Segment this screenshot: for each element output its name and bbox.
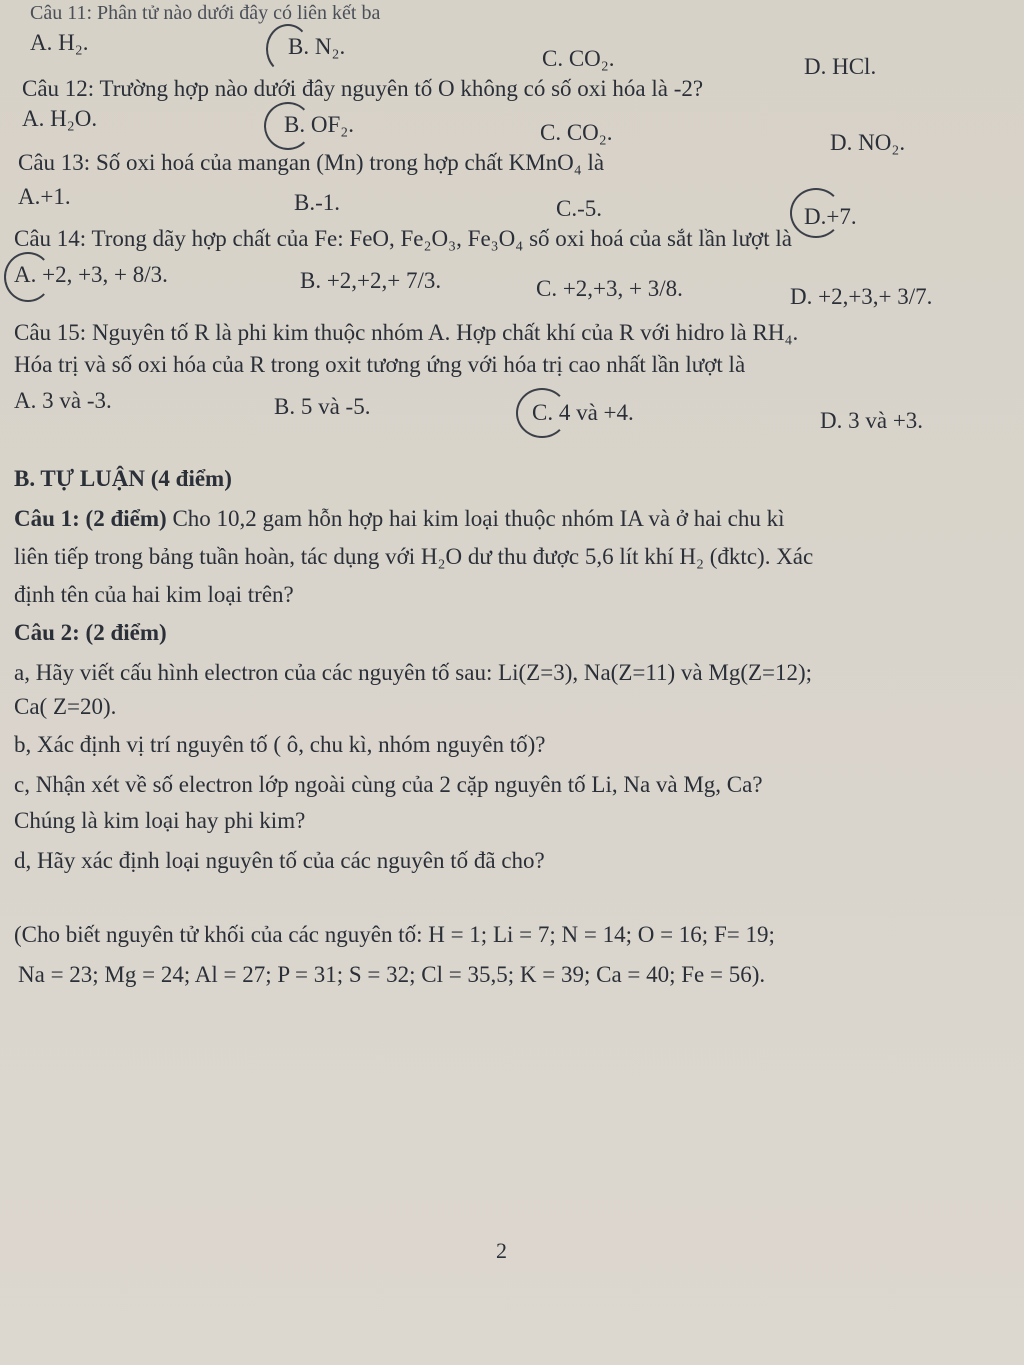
q11-option-d: D. HCl. bbox=[804, 54, 877, 79]
q14-option-b: B. +2,+2,+ 7/3. bbox=[300, 268, 442, 293]
q13-option-c: C.-5. bbox=[556, 196, 602, 221]
essay-q2-b: b, Xác định vị trí nguyên tố ( ô, chu kì, nhóm nguyên tố)? bbox=[14, 732, 546, 757]
q11-stem: Câu 11: Phân tử nào dưới đây có liên kết ba bbox=[30, 2, 381, 24]
q13-option-d: D.+7. bbox=[804, 204, 857, 229]
q13-stem: Câu 13: Số oxi hoá của mangan (Mn) trong hợp chất KMnO₄ là bbox=[18, 150, 605, 175]
q15-option-d: D. 3 và +3. bbox=[820, 408, 924, 433]
essay-q1-line2: liên tiếp trong bảng tuần hoàn, tác dụng với H₂O dư thu được 5,6 lít khí H₂ (đktc). Xác bbox=[14, 544, 814, 569]
q15-stem-line1: Câu 15: Nguyên tố R là phi kim thuộc nhóm A. Hợp chất khí của R với hidro là RH₄. bbox=[14, 320, 799, 345]
q15-stem-line2: Hóa trị và số oxi hóa của R trong oxit tương ứng với hóa trị cao nhất lần lượt là bbox=[14, 352, 746, 377]
essay-q2-a-line2: Ca( Z=20). bbox=[14, 694, 117, 719]
q12-option-b: B. OF₂. bbox=[284, 112, 355, 137]
q15-option-a: A. 3 và -3. bbox=[14, 388, 112, 413]
q15-option-c: C. 4 và +4. bbox=[532, 400, 634, 425]
q12-option-d: D. NO₂. bbox=[830, 130, 906, 155]
q11-option-b: B. N₂. bbox=[288, 34, 346, 59]
essay-q1-text1: Cho 10,2 gam hỗn hợp hai kim loại thuộc nhóm IA và ở hai chu kì bbox=[172, 506, 785, 531]
q15-option-b: B. 5 và -5. bbox=[274, 394, 371, 419]
atomic-mass-note-line2: Na = 23; Mg = 24; Al = 27; P = 31; S = 32; Cl = 35,5; K = 39; Ca = 40; Fe = 56). bbox=[18, 962, 766, 987]
q12-option-c: C. CO₂. bbox=[540, 120, 613, 145]
q14-option-a: A. +2, +3, + 8/3. bbox=[14, 262, 168, 287]
essay-q2-c-line2: Chúng là kim loại hay phi kim? bbox=[14, 808, 306, 833]
atomic-mass-note-line1: (Cho biết nguyên tử khối của các nguyên tố: H = 1; Li = 7; N = 14; O = 16; F= 19; bbox=[14, 922, 775, 947]
essay-q1-label: Câu 1: (2 điểm) bbox=[14, 506, 167, 531]
page-number: 2 bbox=[496, 1238, 507, 1263]
q13-option-a: A.+1. bbox=[18, 184, 71, 209]
essay-q2-c-line1: c, Nhận xét về số electron lớp ngoài cùng của 2 cặp nguyên tố Li, Na và Mg, Ca? bbox=[14, 772, 763, 797]
q14-option-d: D. +2,+3,+ 3/7. bbox=[790, 284, 933, 309]
essay-q1-line3: định tên của hai kim loại trên? bbox=[14, 582, 294, 607]
essay-q1-line1 bbox=[14, 506, 784, 532]
q11-option-a: A. H₂. bbox=[30, 30, 89, 55]
q11-option-c: C. CO₂. bbox=[542, 46, 615, 71]
essay-q2-a-line1: a, Hãy viết cấu hình electron của các nguyên tố sau: Li(Z=3), Na(Z=11) và Mg(Z=12); bbox=[14, 660, 813, 685]
q12-stem: Câu 12: Trường hợp nào dưới đây nguyên tố O không có số oxi hóa là -2? bbox=[22, 76, 704, 101]
q14-option-c: C. +2,+3, + 3/8. bbox=[536, 276, 683, 301]
essay-q2-d: d, Hãy xác định loại nguyên tố của các nguyên tố đã cho? bbox=[14, 848, 545, 873]
section-b-title: B. TỰ LUẬN (4 điểm) bbox=[14, 466, 232, 491]
q14-stem: Câu 14: Trong dãy hợp chất của Fe: FeO, Fe₂O₃, Fe₃O₄ số oxi hoá của sắt lần lượt là bbox=[14, 226, 792, 251]
essay-q2-label: Câu 2: (2 điểm) bbox=[14, 620, 167, 645]
q12-option-a: A. H₂O. bbox=[22, 106, 98, 131]
q13-option-b: B.-1. bbox=[294, 190, 340, 215]
